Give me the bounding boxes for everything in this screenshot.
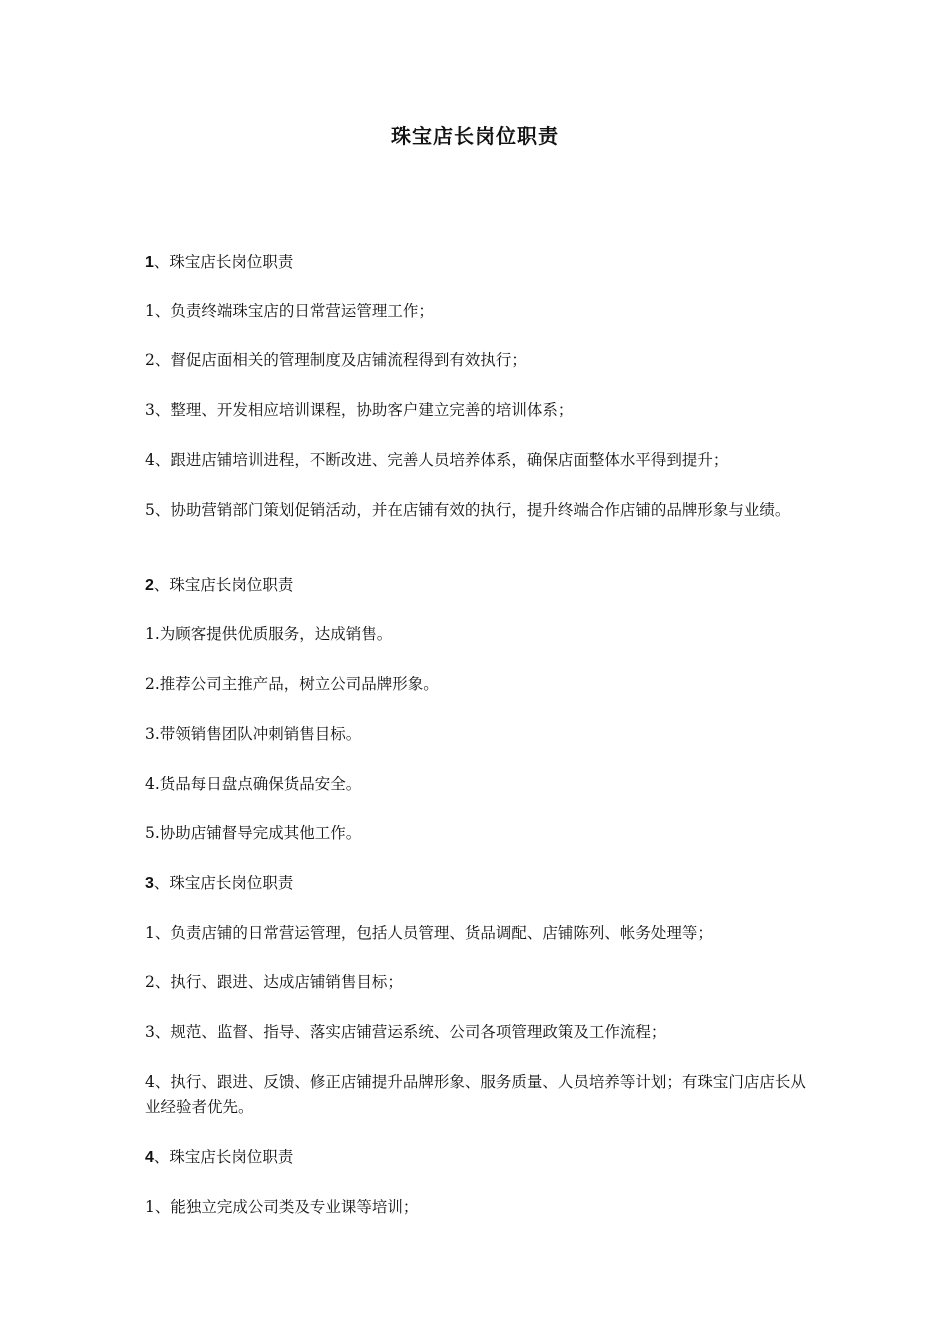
- section-number: 3: [145, 875, 154, 892]
- list-item: 4.货品每日盘点确保货品安全。: [145, 775, 362, 793]
- list-item: 1、负责终端珠宝店的日常营运管理工作；: [145, 302, 434, 320]
- section-heading: [145, 1145, 815, 1170]
- section-number: 1: [145, 254, 154, 271]
- list-item: 3、规范、监督、指导、落实店铺营运系统、公司各项管理政策及工作流程；: [145, 1023, 667, 1041]
- list-item: 1、能独立完成公司类及专业课等培训；: [145, 1198, 419, 1216]
- section-number: 4: [145, 1149, 154, 1166]
- section-heading-text: 、珠宝店长岗位职责: [153, 1148, 294, 1166]
- section-heading: [145, 871, 815, 896]
- list-item: 1、负责店铺的日常营运管理，包括人员管理、货品调配、店铺陈列、帐务处理等；: [145, 924, 713, 942]
- list-item: 3、整理、开发相应培训课程，协助客户建立完善的培训体系；: [145, 401, 574, 419]
- list-item: 4、跟进店铺培训进程，不断改进、完善人员培养体系，确保店面整体水平得到提升；: [145, 451, 729, 469]
- list-item: 5.协助店铺督导完成其他工作。: [145, 824, 362, 842]
- list-item: 5、协助营销部门策划促销活动，并在店铺有效的执行，提升终端合作店铺的品牌形象与业绩。: [145, 501, 791, 519]
- section-heading: [145, 573, 815, 598]
- section-heading-text: 、珠宝店长岗位职责: [153, 874, 294, 892]
- document-title: 珠宝店长岗位职责: [391, 124, 559, 148]
- list-item: 1.为顾客提供优质服务，达成销售。: [145, 625, 393, 643]
- list-item: 2.推荐公司主推产品，树立公司品牌形象。: [145, 675, 439, 693]
- section-heading: [145, 250, 815, 275]
- section-heading-text: 、珠宝店长岗位职责: [153, 253, 294, 271]
- list-item: 2、督促店面相关的管理制度及店铺流程得到有效执行；: [145, 351, 527, 369]
- list-item: 2、执行、跟进、达成店铺销售目标；: [145, 973, 403, 991]
- section-number: 2: [145, 577, 154, 594]
- section-heading-text: 、珠宝店长岗位职责: [153, 576, 294, 594]
- list-item: 3.带领销售团队冲刺销售目标。: [145, 725, 362, 743]
- list-item: 4、执行、跟进、反馈、修正店铺提升品牌形象、服务质量、人员培养等计划；有珠宝门店店长从业经验者优先。: [145, 1073, 806, 1116]
